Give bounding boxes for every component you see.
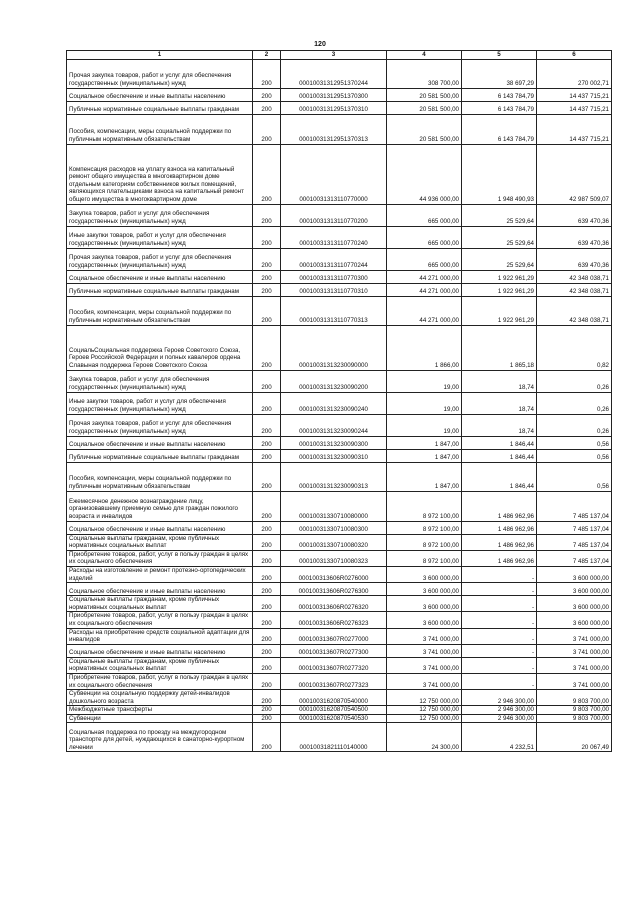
row-kbk-cell: 00010031313110770313 [281, 296, 387, 325]
row-remaining-cell: 3 741 000,00 [537, 657, 612, 673]
row-approved-cell: 3 600 000,00 [387, 596, 462, 612]
row-executed-cell: 1 948 490,93 [462, 144, 537, 204]
row-name-cell: Приобретение товаров, работ, услуг в пользу граждан в целях их социального обеспечения [67, 673, 253, 689]
table-body [67, 59, 612, 752]
row-remaining-cell: 7 485 137,04 [537, 491, 612, 521]
row-approved-cell: 12 750 000,00 [387, 690, 462, 706]
table-row [67, 690, 612, 706]
table-row [67, 566, 612, 582]
row-code-cell: 200 [253, 392, 281, 414]
row-approved-cell: 8 972 100,00 [387, 491, 462, 521]
row-approved-cell: 3 600 000,00 [387, 612, 462, 628]
row-code-cell: 200 [253, 114, 281, 144]
row-name-cell: Межбюджетные трансферты [67, 706, 253, 715]
row-approved-cell: 3 741 000,00 [387, 657, 462, 673]
row-executed-cell: 25 529,64 [462, 226, 537, 248]
column-header: 1 [67, 51, 253, 60]
table-row [67, 521, 612, 534]
table-row [67, 248, 612, 270]
row-kbk-cell: 00010031312951370300 [281, 88, 387, 101]
table-row [67, 657, 612, 673]
row-executed-cell: - [462, 583, 537, 596]
row-executed-cell: 4 232,51 [462, 723, 537, 752]
row-code-cell: 200 [253, 59, 281, 88]
row-kbk-cell: 00010031313110770300 [281, 270, 387, 283]
row-approved-cell: 3 600 000,00 [387, 566, 462, 582]
row-kbk-cell: 00010031620870540000 [281, 690, 387, 706]
row-name-cell: Пособия, компенсации, меры социальной поддержки по публичным нормативным обязательствам [67, 114, 253, 144]
row-name-cell: СоциальСоциальная поддержка Героев Советского Союза, Героев Российской Федерации и полных кавалеров ордена Славыная поддержка Героев Советского Союза [67, 325, 253, 370]
row-name-cell: Публичные нормативные социальные выплаты гражданам [67, 283, 253, 296]
row-executed-cell: - [462, 566, 537, 582]
row-code-cell: 200 [253, 534, 281, 550]
row-remaining-cell: 7 485 137,04 [537, 534, 612, 550]
row-approved-cell: 3 741 000,00 [387, 628, 462, 644]
row-executed-cell: 25 529,64 [462, 248, 537, 270]
row-kbk-cell: 00010031312951370244 [281, 59, 387, 88]
row-executed-cell: 6 143 784,79 [462, 88, 537, 101]
row-code-cell: 200 [253, 690, 281, 706]
row-code-cell: 200 [253, 491, 281, 521]
row-approved-cell: 8 972 100,00 [387, 534, 462, 550]
table-row [67, 628, 612, 644]
row-remaining-cell: 20 067,49 [537, 723, 612, 752]
row-name-cell: Расходы на приобретение средств социальной адаптации для инвалидов [67, 628, 253, 644]
row-approved-cell: 665 000,00 [387, 204, 462, 226]
row-kbk-cell: 00010031313110770240 [281, 226, 387, 248]
row-name-cell: Приобретение товаров, работ, услуг в пользу граждан в целях их социального обеспечения [67, 612, 253, 628]
row-kbk-cell: 00010031313230090240 [281, 392, 387, 414]
row-executed-cell: 1 486 962,96 [462, 534, 537, 550]
row-remaining-cell: 639 470,36 [537, 226, 612, 248]
row-approved-cell: 20 581 500,00 [387, 88, 462, 101]
row-executed-cell: 1 846,44 [462, 436, 537, 449]
row-approved-cell: 3 741 000,00 [387, 644, 462, 657]
row-approved-cell: 24 300,00 [387, 723, 462, 752]
page-number: 120 [314, 41, 326, 48]
table-row [67, 144, 612, 204]
row-code-cell: 200 [253, 714, 281, 723]
row-remaining-cell: 270 002,71 [537, 59, 612, 88]
row-approved-cell: 12 750 000,00 [387, 706, 462, 715]
row-kbk-cell: 00010031620870540530 [281, 714, 387, 723]
table-row [67, 226, 612, 248]
row-kbk-cell: 00010031330710080000 [281, 491, 387, 521]
table-row [67, 325, 612, 370]
row-remaining-cell: 0,56 [537, 436, 612, 449]
row-executed-cell: 1 922 961,29 [462, 270, 537, 283]
row-approved-cell: 1 847,00 [387, 462, 462, 491]
row-executed-cell: - [462, 644, 537, 657]
row-kbk-cell: 00010031313230090000 [281, 325, 387, 370]
row-code-cell: 200 [253, 449, 281, 462]
row-name-cell: Закупка товаров, работ и услуг для обеспечения государственных (муниципальных) нужд [67, 204, 253, 226]
row-name-cell: Социальные выплаты гражданам, кроме публичных нормативных социальных выплат [67, 657, 253, 673]
row-executed-cell: 18,74 [462, 370, 537, 392]
row-kbk-cell: 00010031313230090300 [281, 436, 387, 449]
row-approved-cell: 12 750 000,00 [387, 714, 462, 723]
row-executed-cell: - [462, 673, 537, 689]
row-kbk-cell: 00010031821110140000 [281, 723, 387, 752]
row-executed-cell: 1 486 962,96 [462, 521, 537, 534]
row-code-cell: 200 [253, 270, 281, 283]
table-header-row [67, 51, 612, 60]
row-remaining-cell: 42 987 509,07 [537, 144, 612, 204]
row-name-cell: Закупка товаров, работ и услуг для обеспечения государственных (муниципальных) нужд [67, 370, 253, 392]
row-remaining-cell: 9 803 700,00 [537, 690, 612, 706]
row-name-cell: Социальные выплаты гражданам, кроме публичных нормативных социальных выплат [67, 596, 253, 612]
row-kbk-cell: 00010031313110770244 [281, 248, 387, 270]
row-name-cell: Социальное обеспечение и иные выплаты населению [67, 644, 253, 657]
row-executed-cell: 2 946 300,00 [462, 690, 537, 706]
table-row [67, 449, 612, 462]
row-name-cell: Пособия, компенсации, меры социальной поддержки по публичным нормативным обязательствам [67, 462, 253, 491]
row-remaining-cell: 42 348 038,71 [537, 270, 612, 283]
row-remaining-cell: 0,82 [537, 325, 612, 370]
row-executed-cell: 18,74 [462, 392, 537, 414]
row-executed-cell: 1 846,44 [462, 462, 537, 491]
row-executed-cell: - [462, 628, 537, 644]
table-row [67, 706, 612, 715]
table-row [67, 596, 612, 612]
row-remaining-cell: 3 600 000,00 [537, 596, 612, 612]
table-row [67, 414, 612, 436]
row-remaining-cell: 3 600 000,00 [537, 583, 612, 596]
row-executed-cell: 38 697,29 [462, 59, 537, 88]
row-kbk-cell: 000100313606R0276320 [281, 596, 387, 612]
row-name-cell: Социальные выплаты гражданам, кроме публичных нормативных социальных выплат [67, 534, 253, 550]
row-name-cell: Субвенции [67, 714, 253, 723]
row-code-cell: 200 [253, 521, 281, 534]
row-remaining-cell: 7 485 137,04 [537, 521, 612, 534]
row-code-cell: 200 [253, 370, 281, 392]
row-name-cell: Социальное обеспечение и иные выплаты населению [67, 270, 253, 283]
row-code-cell: 200 [253, 436, 281, 449]
row-name-cell: Социальное обеспечение и иные выплаты населению [67, 583, 253, 596]
row-kbk-cell: 00010031330710080300 [281, 521, 387, 534]
row-remaining-cell: 0,26 [537, 392, 612, 414]
row-kbk-cell: 000100313606R0276000 [281, 566, 387, 582]
row-kbk-cell: 00010031313230090200 [281, 370, 387, 392]
row-name-cell: Иные закупки товаров, работ и услуг для обеспечения государственных (муниципальных) нужд [67, 392, 253, 414]
row-remaining-cell: 3 600 000,00 [537, 566, 612, 582]
row-kbk-cell: 00010031313110770200 [281, 204, 387, 226]
row-code-cell: 200 [253, 226, 281, 248]
row-name-cell: Публичные нормативные социальные выплаты гражданам [67, 101, 253, 114]
row-remaining-cell: 3 741 000,00 [537, 673, 612, 689]
row-approved-cell: 44 271 000,00 [387, 296, 462, 325]
row-remaining-cell: 639 470,36 [537, 204, 612, 226]
row-name-cell: Компенсация расходов на уплату взноса на капитальный ремонт общего имущества в многоквартирном доме отдельным категориям собственников жилых помещений, являющихся плательщиками взноса на капитальный ремонт общего имущества в многоквартирном доме [67, 144, 253, 204]
column-header: 3 [281, 51, 387, 60]
table-row [67, 723, 612, 752]
row-remaining-cell: 9 803 700,00 [537, 714, 612, 723]
row-remaining-cell: 42 348 038,71 [537, 283, 612, 296]
row-executed-cell: 1 865,18 [462, 325, 537, 370]
table-row [67, 436, 612, 449]
row-kbk-cell: 00010031312951370313 [281, 114, 387, 144]
row-approved-cell: 20 581 500,00 [387, 101, 462, 114]
table-row [67, 270, 612, 283]
column-header: 4 [387, 51, 462, 60]
row-name-cell: Ежемесячное денежное вознаграждение лицу, организовавшему приемную семью для граждан пожилого возраста и инвалидов [67, 491, 253, 521]
table-row [67, 101, 612, 114]
row-code-cell: 200 [253, 566, 281, 582]
row-executed-cell: 1 922 961,29 [462, 296, 537, 325]
row-kbk-cell: 00010031330710080323 [281, 550, 387, 566]
row-approved-cell: 308 700,00 [387, 59, 462, 88]
row-remaining-cell: 639 470,36 [537, 248, 612, 270]
row-executed-cell: 1 486 962,96 [462, 491, 537, 521]
table-row [67, 714, 612, 723]
row-remaining-cell: 14 437 715,21 [537, 101, 612, 114]
row-code-cell: 200 [253, 144, 281, 204]
column-header: 5 [462, 51, 537, 60]
table-row [67, 462, 612, 491]
row-code-cell: 200 [253, 283, 281, 296]
row-executed-cell: 6 143 784,79 [462, 114, 537, 144]
row-approved-cell: 1 847,00 [387, 449, 462, 462]
row-approved-cell: 44 271 000,00 [387, 283, 462, 296]
row-name-cell: Прочая закупка товаров, работ и услуг для обеспечения государственных (муниципальных) нужд [67, 59, 253, 88]
table-row [67, 534, 612, 550]
row-name-cell: Пособия, компенсации, меры социальной поддержки по публичным нормативным обязательствам [67, 296, 253, 325]
table-row [67, 612, 612, 628]
row-code-cell: 200 [253, 414, 281, 436]
table-row [67, 583, 612, 596]
row-code-cell: 200 [253, 325, 281, 370]
row-approved-cell: 19,00 [387, 370, 462, 392]
table-row [67, 392, 612, 414]
row-remaining-cell: 9 803 700,00 [537, 706, 612, 715]
row-executed-cell: 1 922 961,29 [462, 283, 537, 296]
row-code-cell: 200 [253, 462, 281, 491]
row-code-cell: 200 [253, 657, 281, 673]
row-approved-cell: 3 741 000,00 [387, 673, 462, 689]
row-approved-cell: 1 847,00 [387, 436, 462, 449]
row-remaining-cell: 0,26 [537, 370, 612, 392]
row-approved-cell: 19,00 [387, 414, 462, 436]
row-code-cell: 200 [253, 723, 281, 752]
row-code-cell: 200 [253, 583, 281, 596]
row-code-cell: 200 [253, 204, 281, 226]
table-row [67, 644, 612, 657]
row-code-cell: 200 [253, 550, 281, 566]
row-approved-cell: 1 866,00 [387, 325, 462, 370]
row-code-cell: 200 [253, 644, 281, 657]
row-code-cell: 200 [253, 706, 281, 715]
row-code-cell: 200 [253, 101, 281, 114]
row-approved-cell: 665 000,00 [387, 248, 462, 270]
row-executed-cell: 1 846,44 [462, 449, 537, 462]
row-executed-cell: 2 946 300,00 [462, 714, 537, 723]
column-header: 2 [253, 51, 281, 60]
row-kbk-cell: 000100313607R0277300 [281, 644, 387, 657]
row-remaining-cell: 42 348 038,71 [537, 296, 612, 325]
row-code-cell: 200 [253, 596, 281, 612]
row-name-cell: Субвенции на социальную поддержку детей-инвалидов дошкольного возраста [67, 690, 253, 706]
table-row [67, 283, 612, 296]
row-kbk-cell: 000100313606R0276300 [281, 583, 387, 596]
row-executed-cell: 1 486 962,96 [462, 550, 537, 566]
row-code-cell: 200 [253, 296, 281, 325]
row-name-cell: Приобретение товаров, работ, услуг в пользу граждан в целях их социального обеспечения [67, 550, 253, 566]
row-name-cell: Иные закупки товаров, работ и услуг для обеспечения государственных (муниципальных) нужд [67, 226, 253, 248]
row-code-cell: 200 [253, 612, 281, 628]
row-remaining-cell: 0,26 [537, 414, 612, 436]
row-remaining-cell: 3 741 000,00 [537, 628, 612, 644]
row-kbk-cell: 000100313607R0277000 [281, 628, 387, 644]
row-approved-cell: 8 972 100,00 [387, 521, 462, 534]
row-executed-cell: - [462, 612, 537, 628]
column-header: 6 [537, 51, 612, 60]
row-name-cell: Прочая закупка товаров, работ и услуг для обеспечения государственных (муниципальных) нужд [67, 414, 253, 436]
row-kbk-cell: 00010031313110770310 [281, 283, 387, 296]
row-remaining-cell: 14 437 715,21 [537, 114, 612, 144]
row-kbk-cell: 00010031313110770000 [281, 144, 387, 204]
row-approved-cell: 3 600 000,00 [387, 583, 462, 596]
table-row [67, 491, 612, 521]
table-row [67, 204, 612, 226]
row-executed-cell: 6 143 784,79 [462, 101, 537, 114]
row-name-cell: Расходы на изготовление и ремонт протезно-ортопедических изделий [67, 566, 253, 582]
row-code-cell: 200 [253, 248, 281, 270]
row-executed-cell: - [462, 657, 537, 673]
row-name-cell: Социальная поддержка по проезду на междугородном транспорте для детей, нуждающихся в санаторно-курортном лечении [67, 723, 253, 752]
row-name-cell: Социальное обеспечение и иные выплаты населению [67, 521, 253, 534]
table-row [67, 114, 612, 144]
row-kbk-cell: 00010031313230090313 [281, 462, 387, 491]
row-remaining-cell: 0,56 [537, 462, 612, 491]
budget-execution-table [66, 50, 612, 752]
table-row [67, 88, 612, 101]
row-remaining-cell: 7 485 137,04 [537, 550, 612, 566]
row-remaining-cell: 0,56 [537, 449, 612, 462]
row-code-cell: 200 [253, 628, 281, 644]
row-approved-cell: 44 271 000,00 [387, 270, 462, 283]
row-approved-cell: 44 936 000,00 [387, 144, 462, 204]
row-kbk-cell: 00010031312951370310 [281, 101, 387, 114]
row-kbk-cell: 000100313606R0276323 [281, 612, 387, 628]
row-executed-cell: 25 529,64 [462, 204, 537, 226]
row-approved-cell: 665 000,00 [387, 226, 462, 248]
row-code-cell: 200 [253, 88, 281, 101]
row-code-cell: 200 [253, 673, 281, 689]
row-remaining-cell: 3 741 000,00 [537, 644, 612, 657]
table-row [67, 296, 612, 325]
table-row [67, 550, 612, 566]
row-kbk-cell: 00010031313230090310 [281, 449, 387, 462]
row-remaining-cell: 3 600 000,00 [537, 612, 612, 628]
row-executed-cell: 18,74 [462, 414, 537, 436]
row-kbk-cell: 000100313607R0277323 [281, 673, 387, 689]
row-name-cell: Социальное обеспечение и иные выплаты населению [67, 88, 253, 101]
row-kbk-cell: 00010031620870540500 [281, 706, 387, 715]
row-kbk-cell: 00010031313230090244 [281, 414, 387, 436]
table-row [67, 673, 612, 689]
table-row [67, 370, 612, 392]
row-approved-cell: 8 972 100,00 [387, 550, 462, 566]
row-kbk-cell: 000100313607R0277320 [281, 657, 387, 673]
row-approved-cell: 20 581 500,00 [387, 114, 462, 144]
row-name-cell: Прочая закупка товаров, работ и услуг для обеспечения государственных (муниципальных) нужд [67, 248, 253, 270]
row-name-cell: Публичные нормативные социальные выплаты гражданам [67, 449, 253, 462]
table-row [67, 59, 612, 88]
row-approved-cell: 19,00 [387, 392, 462, 414]
row-name-cell: Социальное обеспечение и иные выплаты населению [67, 436, 253, 449]
row-executed-cell: - [462, 596, 537, 612]
row-executed-cell: 2 946 300,00 [462, 706, 537, 715]
row-remaining-cell: 14 437 715,21 [537, 88, 612, 101]
row-kbk-cell: 00010031330710080320 [281, 534, 387, 550]
